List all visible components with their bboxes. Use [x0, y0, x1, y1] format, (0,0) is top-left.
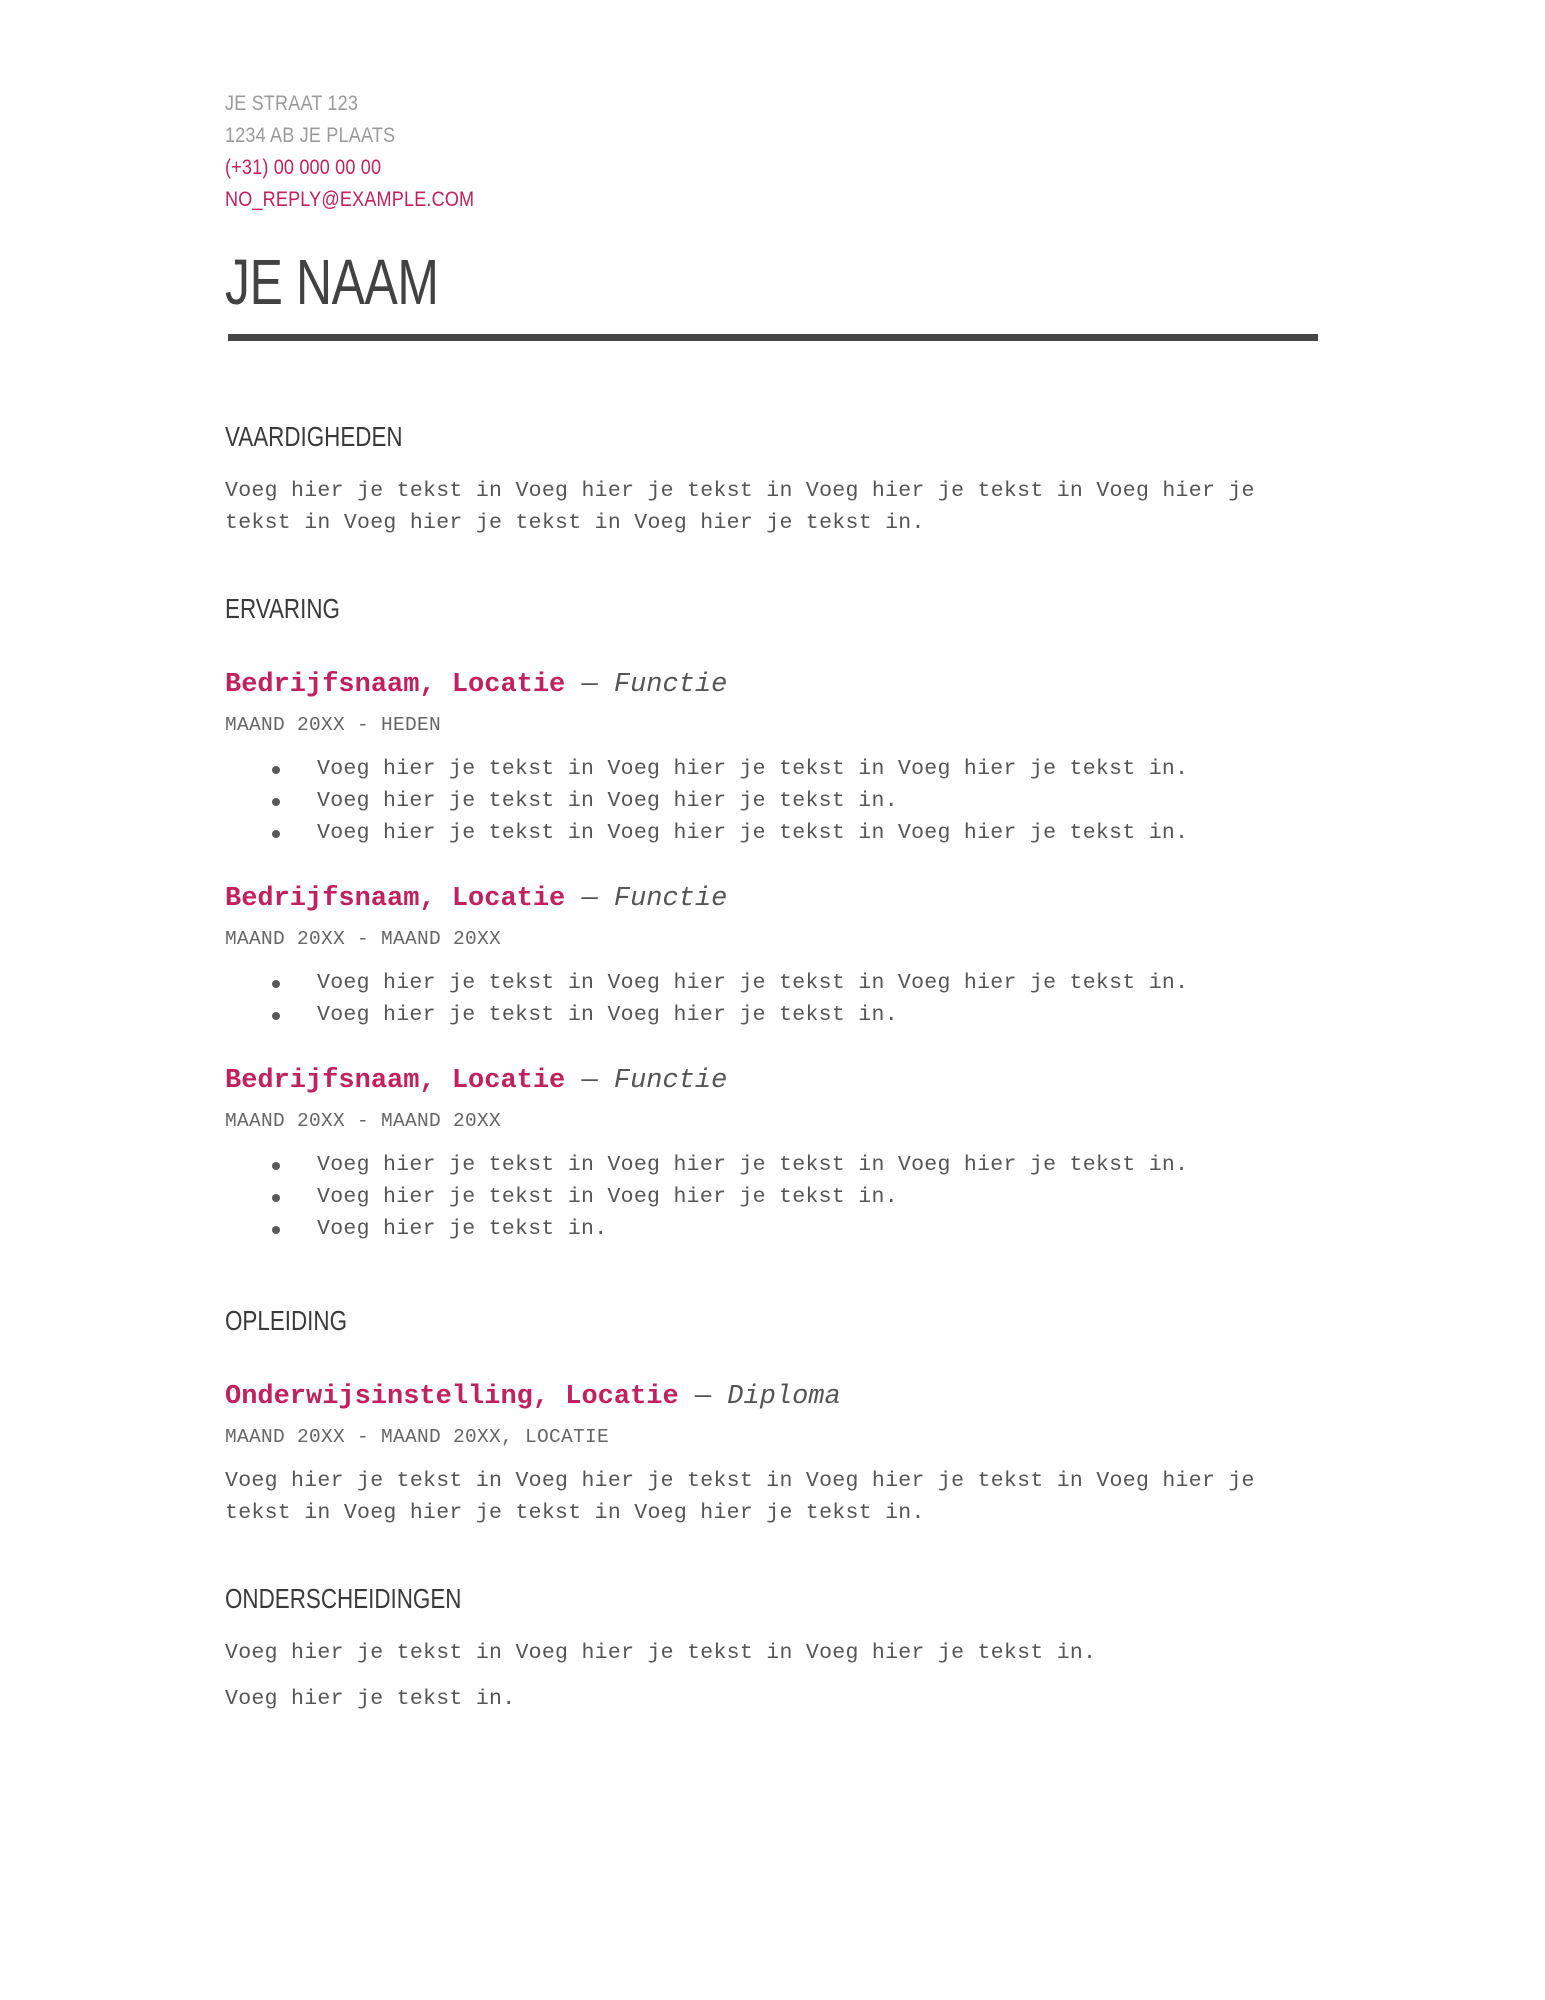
- job-dates: MAAND 20XX - MAAND 20XX: [225, 928, 502, 950]
- contact-block: [225, 88, 1320, 216]
- list-item: [225, 753, 1320, 785]
- bullet-text: Voeg hier je tekst in Voeg hier je tekst in.: [317, 1185, 898, 1209]
- title-divider: [228, 334, 1318, 341]
- bullet-text: Voeg hier je tekst in Voeg hier je tekst in Voeg hier je tekst in.: [317, 1153, 1189, 1177]
- list-item: [225, 999, 1320, 1031]
- experience-section: [225, 591, 1320, 1245]
- bullet-icon: [272, 1194, 280, 1202]
- education-degree: Diploma: [727, 1382, 841, 1412]
- awards-line: Voeg hier je tekst in Voeg hier je tekst in Voeg hier je tekst in.: [225, 1641, 1097, 1665]
- job-entry: [225, 667, 1320, 849]
- awards-title: ONDERSCHEIDINGEN: [225, 1583, 462, 1614]
- contact-phone[interactable]: (+31) 00 000 00 00: [225, 156, 382, 179]
- contact-email[interactable]: NO_REPLY@EXAMPLE.COM: [225, 188, 475, 211]
- bullet-text: Voeg hier je tekst in.: [317, 1217, 608, 1241]
- job-company: Bedrijfsnaam, Locatie: [225, 670, 566, 700]
- job-heading: [225, 881, 1320, 917]
- job-bullets: [225, 1149, 1320, 1245]
- skills-line: Voeg hier je tekst in Voeg hier je tekst in Voeg hier je tekst in Voeg hier je: [225, 479, 1255, 503]
- resume-content: [225, 88, 1320, 1715]
- experience-title: ERVARING: [225, 593, 340, 624]
- bullet-icon: [272, 766, 280, 774]
- job-company: Bedrijfsnaam, Locatie: [225, 884, 566, 914]
- bullet-icon: [272, 980, 280, 988]
- education-institution: Onderwijsinstelling, Locatie: [225, 1382, 679, 1412]
- job-role: Functie: [613, 1066, 728, 1096]
- bullet-icon: [272, 1226, 280, 1234]
- job-heading: [225, 667, 1320, 703]
- job-dates: MAAND 20XX - HEDEN: [225, 714, 442, 736]
- skills-section: [225, 419, 1320, 539]
- awards-section: [225, 1581, 1320, 1715]
- bullet-text: Voeg hier je tekst in Voeg hier je tekst in Voeg hier je tekst in.: [317, 971, 1189, 995]
- job-dash: —: [565, 1066, 614, 1096]
- skills-title: VAARDIGHEDEN: [225, 421, 403, 452]
- bullet-text: Voeg hier je tekst in Voeg hier je tekst in Voeg hier je tekst in.: [317, 757, 1189, 781]
- education-title: OPLEIDING: [225, 1305, 347, 1336]
- bullet-icon: [272, 1162, 280, 1170]
- job-entry: [225, 881, 1320, 1031]
- job-bullets: [225, 753, 1320, 849]
- education-line: tekst in Voeg hier je tekst in Voeg hier je tekst in.: [225, 1501, 925, 1525]
- education-heading: [225, 1379, 1320, 1415]
- education-line: Voeg hier je tekst in Voeg hier je tekst in Voeg hier je tekst in Voeg hier je: [225, 1469, 1255, 1493]
- job-role: Functie: [613, 884, 728, 914]
- bullet-text: Voeg hier je tekst in Voeg hier je tekst in.: [317, 1003, 898, 1027]
- education-dates: MAAND 20XX - MAAND 20XX, LOCATIE: [225, 1426, 610, 1448]
- job-entry: [225, 1063, 1320, 1245]
- bullet-icon: [272, 798, 280, 806]
- list-item: [225, 1213, 1320, 1245]
- list-item: [225, 967, 1320, 999]
- skills-line: tekst in Voeg hier je tekst in Voeg hier je tekst in.: [225, 511, 925, 535]
- education-text: [225, 1465, 1320, 1529]
- job-role: Functie: [613, 670, 728, 700]
- education-section: [225, 1303, 1320, 1529]
- job-dash: —: [565, 670, 614, 700]
- awards-line: Voeg hier je tekst in.: [225, 1687, 516, 1711]
- list-item: [225, 817, 1320, 849]
- education-dash: —: [678, 1382, 728, 1412]
- job-heading: [225, 1063, 1320, 1099]
- bullet-icon: [272, 1012, 280, 1020]
- bullet-text: Voeg hier je tekst in Voeg hier je tekst in.: [317, 789, 898, 813]
- page-title: JE NAAM: [225, 246, 439, 318]
- job-dates: MAAND 20XX - MAAND 20XX: [225, 1110, 502, 1132]
- job-bullets: [225, 967, 1320, 1031]
- contact-street: JE STRAAT 123: [225, 92, 359, 115]
- list-item: [225, 1149, 1320, 1181]
- bullet-icon: [272, 830, 280, 838]
- list-item: [225, 1181, 1320, 1213]
- skills-text: [225, 475, 1320, 539]
- bullet-text: Voeg hier je tekst in Voeg hier je tekst in Voeg hier je tekst in.: [317, 821, 1189, 845]
- job-company: Bedrijfsnaam, Locatie: [225, 1066, 566, 1096]
- job-dash: —: [565, 884, 614, 914]
- contact-city: 1234 AB JE PLAATS: [225, 124, 396, 147]
- list-item: [225, 785, 1320, 817]
